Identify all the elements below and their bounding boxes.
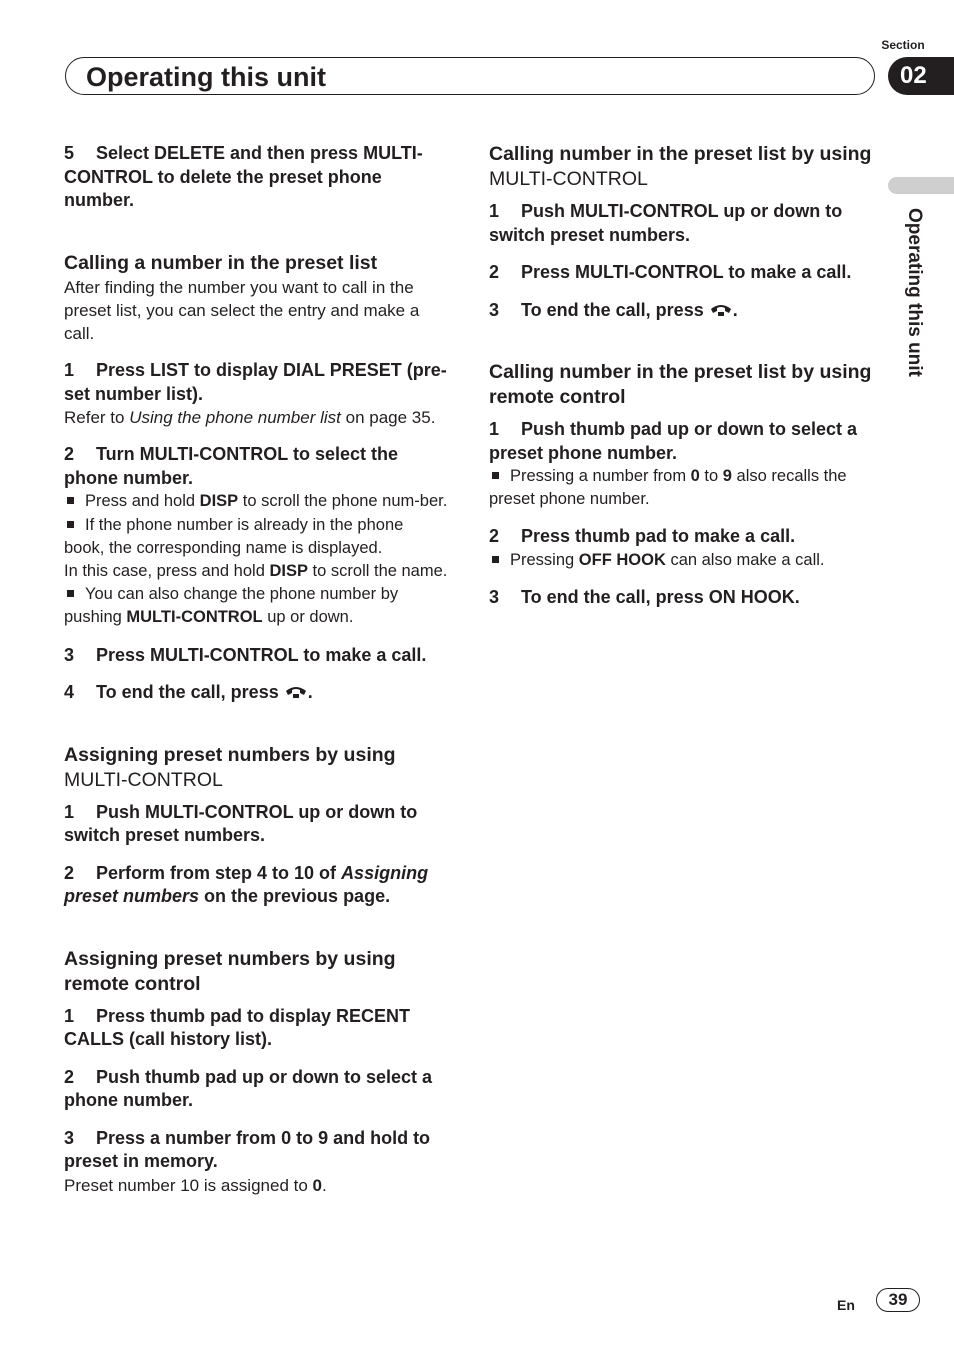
phone-hangup-icon xyxy=(284,685,308,699)
call-step-2: 2 Press MULTI-CONTROL to make a call. xyxy=(489,262,852,282)
side-tab-label: Operating this unit xyxy=(904,208,925,377)
heading-call-remote: Calling number in the preset list by using remote control xyxy=(489,361,872,408)
step-5-delete: 5 Select DELETE and then press MULTI-CONTROL to delete the preset phone number. xyxy=(64,143,423,210)
section-label: Section xyxy=(881,38,925,52)
note-off-hook: Pressing OFF HOOK can also make a call. xyxy=(489,549,873,572)
heading-calling-preset: Calling a number in the preset list xyxy=(64,251,378,274)
bullet-icon xyxy=(67,521,74,528)
section-number-badge: 02 xyxy=(888,57,954,95)
remote-call-step-1: 1 Push thumb pad up or down to select a preset phone number. xyxy=(489,419,858,463)
step-4-end: 4 To end the call, press . xyxy=(64,682,313,703)
note-change-number: You can also change the phone number by pushing MULTI-CONTROL up or down. xyxy=(64,585,399,627)
note-disp-scroll: Press and hold DISP to scroll the phone num-ber. xyxy=(64,490,448,513)
language-label: En xyxy=(837,1297,855,1313)
remote-step-2: 2 Push thumb pad up or down to select a phone number. xyxy=(64,1066,433,1111)
call-step-3: 3 To end the call, press . xyxy=(489,299,738,320)
call-step-1: 1 Push MULTI-CONTROL up or down to switch preset numbers. xyxy=(489,201,843,245)
note-phone-book: If the phone number is already in the phone book, the corresponding name is displayed. xyxy=(64,515,404,557)
assign-step-2: 2 Perform from step 4 to 10 of Assigning preset numbers on the previous page. xyxy=(64,862,429,907)
remote-step-1: 1 Press thumb pad to display RECENT CALLS (call history list). xyxy=(64,1005,411,1050)
remote-call-step-3: 3 To end the call, press ON HOOK. xyxy=(489,587,800,608)
step-2-turn: 2 Turn MULTI-CONTROL to select the phone number. xyxy=(64,444,398,488)
bullet-icon xyxy=(492,556,499,563)
note-recall-number: Pressing a number from 0 to 9 also recalls the preset phone number. xyxy=(489,467,847,509)
remote-step-3: 3 Press a number from 0 to 9 and hold to preset in memory. xyxy=(64,1127,431,1172)
note-phone-book-cont: In this case, press and hold DISP to scroll the name. xyxy=(64,561,448,580)
page-title: Operating this unit xyxy=(86,62,326,92)
reference-text: Refer to Using the phone number list on page 35. xyxy=(64,408,436,428)
page-header xyxy=(65,57,875,95)
intro-text: After finding the number you want to call in the preset list, you can select the entry and make a call. xyxy=(64,277,420,343)
side-tab-marker xyxy=(888,177,954,194)
preset-10-note: Preset number 10 is assigned to 0. xyxy=(64,1175,327,1195)
right-column xyxy=(489,142,873,610)
bullet-icon xyxy=(67,590,74,597)
heading-assign-multi: Assigning preset numbers by using MULTI-CONTROL xyxy=(64,743,396,791)
bullet-icon xyxy=(492,472,499,479)
remote-call-step-2: 2 Press thumb pad to make a call. xyxy=(489,526,796,547)
phone-hangup-icon xyxy=(709,303,733,317)
left-column xyxy=(64,142,448,1197)
page-number: 39 xyxy=(876,1288,920,1312)
step-1-list: 1 Press LIST to display DIAL PRESET (pre-set number list). xyxy=(64,360,447,404)
assign-step-1: 1 Push MULTI-CONTROL up or down to switch preset numbers. xyxy=(64,801,418,846)
bullet-icon xyxy=(67,497,74,504)
heading-assign-remote: Assigning preset numbers by using remote control xyxy=(64,947,396,995)
heading-call-multi: Calling number in the preset list by using MULTI-CONTROL xyxy=(489,143,872,190)
step-3-call: 3 Press MULTI-CONTROL to make a call. xyxy=(64,644,427,665)
